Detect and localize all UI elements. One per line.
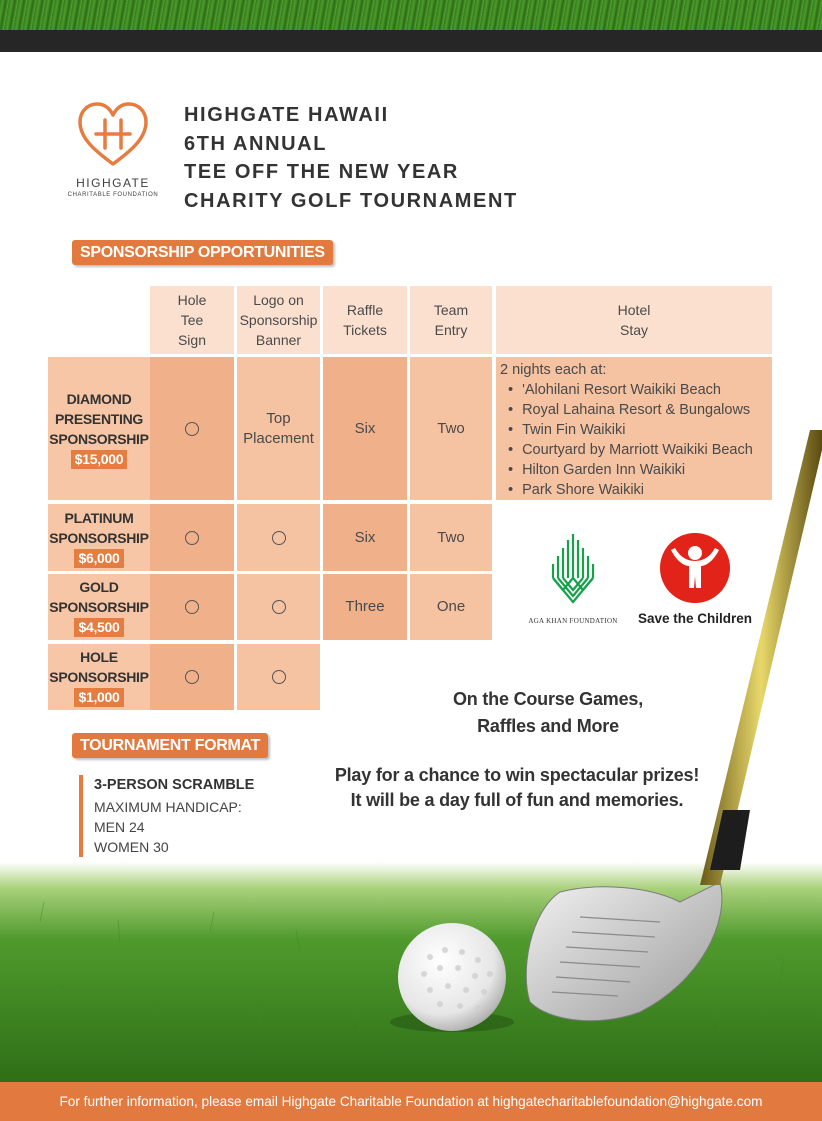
tier-name: PLATINUM <box>64 509 134 526</box>
highgate-logo <box>50 96 176 212</box>
column-header-hotel-stay <box>496 286 772 354</box>
gold-hole-tee-sign <box>150 574 234 640</box>
sponsorship-heading: SPONSORSHIP OPPORTUNITIES <box>72 240 333 265</box>
logo-subtitle: CHARITABLE FOUNDATION <box>67 192 159 198</box>
gold-logo-banner <box>237 574 320 640</box>
tier-price: $15,000 <box>71 450 128 469</box>
hotel-item: • Hilton Garden Inn Waikiki <box>508 460 768 480</box>
gold-raffle: Three <box>323 574 407 640</box>
event-title-line: 6TH ANNUAL <box>184 132 328 155</box>
header-text: Logo on <box>253 292 304 308</box>
tier-name: SPONSORSHIP <box>49 430 149 447</box>
tier-price: $4,500 <box>74 618 123 637</box>
cell-text: Top <box>266 409 291 427</box>
prizes-line: Play for a chance to win spectacular prizes! <box>334 765 700 785</box>
header-text: Team <box>433 302 469 318</box>
save-the-children-label: Save the Children <box>637 611 753 626</box>
format-title: 3-PERSON SCRAMBLE <box>94 777 255 793</box>
included-circle-icon <box>185 600 199 614</box>
top-dark-bar <box>0 30 822 52</box>
format-line: MAXIMUM HANDICAP: <box>94 799 242 815</box>
tier-name: SPONSORSHIP <box>49 599 149 615</box>
header-text: Raffle <box>346 302 384 318</box>
top-grass-strip <box>0 0 822 30</box>
column-header-hole-tee-sign <box>150 286 234 354</box>
hole-logo-banner <box>237 644 320 710</box>
tier-name: PRESENTING <box>54 410 143 427</box>
platinum-team: Two <box>410 504 492 571</box>
event-title-line: HIGHGATE HAWAII <box>184 104 389 126</box>
hotel-intro: 2 nights each at: <box>500 362 607 378</box>
hole-hole-tee-sign <box>150 644 234 710</box>
event-title <box>184 101 518 215</box>
header-text: Entry <box>434 322 468 338</box>
header-text: Sign <box>177 332 206 348</box>
included-circle-icon <box>272 600 286 614</box>
tier-label-diamond <box>48 357 150 500</box>
included-circle-icon <box>185 531 199 545</box>
games-line: Raffles and More <box>477 716 619 736</box>
header-text: Tee <box>180 312 204 328</box>
header-text: Hotel <box>617 302 651 318</box>
tournament-format-heading: TOURNAMENT FORMAT <box>72 733 268 758</box>
platinum-raffle: Six <box>323 504 407 571</box>
hotel-item: • 'Alohilani Resort Waikiki Beach <box>508 380 768 400</box>
included-circle-icon <box>272 670 286 684</box>
diamond-hole-tee-sign <box>150 357 234 500</box>
golf-club-shaft-icon <box>660 430 822 890</box>
aga-khan-emblem-icon <box>550 532 596 606</box>
golf-scene-illustration <box>0 862 822 1084</box>
tier-label-platinum <box>48 504 150 571</box>
platinum-logo-banner <box>237 504 320 571</box>
tier-name: SPONSORSHIP <box>49 529 149 546</box>
tier-price: $1,000 <box>74 688 123 707</box>
hotel-item: • Courtyard by Marriott Waikiki Beach <box>508 440 768 460</box>
event-title-line: TEE OFF THE NEW YEAR <box>184 161 459 183</box>
column-header-raffle-tickets <box>323 286 407 354</box>
contact-footer: For further information, please email Highgate Charitable Foundation at highgatecharitablefoundation@highgate.com <box>0 1082 822 1121</box>
hotel-item: • Twin Fin Waikiki <box>508 420 768 440</box>
tier-name: GOLD <box>79 579 119 595</box>
diamond-team: Two <box>410 357 492 500</box>
logo-name: HIGHGATE <box>76 176 150 190</box>
tier-price: $6,000 <box>74 549 123 568</box>
header-text: Stay <box>619 322 648 338</box>
column-header-logo-banner <box>237 286 320 354</box>
course-games-text <box>394 686 702 740</box>
included-circle-icon <box>185 422 199 436</box>
header-text: Tickets <box>343 322 387 338</box>
tier-name: SPONSORSHIP <box>49 669 149 685</box>
hotel-item: • Park Shore Waikiki <box>508 480 768 500</box>
aga-khan-label: AGA KHAN FOUNDATION <box>528 617 618 625</box>
tier-name: DIAMOND <box>66 390 132 407</box>
tier-name: HOLE <box>80 649 118 665</box>
cell-text: Placement <box>243 429 314 447</box>
tier-label-hole <box>48 644 150 710</box>
format-line: MEN 24 <box>94 819 145 835</box>
format-line: WOMEN 30 <box>94 839 169 855</box>
tournament-format-details <box>79 775 254 857</box>
included-circle-icon <box>272 531 286 545</box>
games-line: On the Course Games, <box>452 689 644 709</box>
diamond-logo-banner <box>237 357 320 500</box>
platinum-hole-tee-sign <box>150 504 234 571</box>
heart-logo-icon <box>74 96 152 174</box>
diamond-raffle: Six <box>323 357 407 500</box>
aga-khan-foundation-logo <box>521 532 625 625</box>
column-header-team-entry <box>410 286 492 354</box>
header-text: Hole <box>177 292 207 308</box>
hotel-item: • Royal Lahaina Resort & Bungalows <box>508 400 768 420</box>
gold-team: One <box>410 574 492 640</box>
prizes-line: It will be a day full of fun and memories. <box>350 790 684 810</box>
included-circle-icon <box>185 670 199 684</box>
event-title-line: CHARITY GOLF TOURNAMENT <box>184 189 518 212</box>
tier-label-gold <box>48 574 150 640</box>
header-text: Sponsorship <box>239 312 318 328</box>
header-text: Banner <box>255 332 302 348</box>
